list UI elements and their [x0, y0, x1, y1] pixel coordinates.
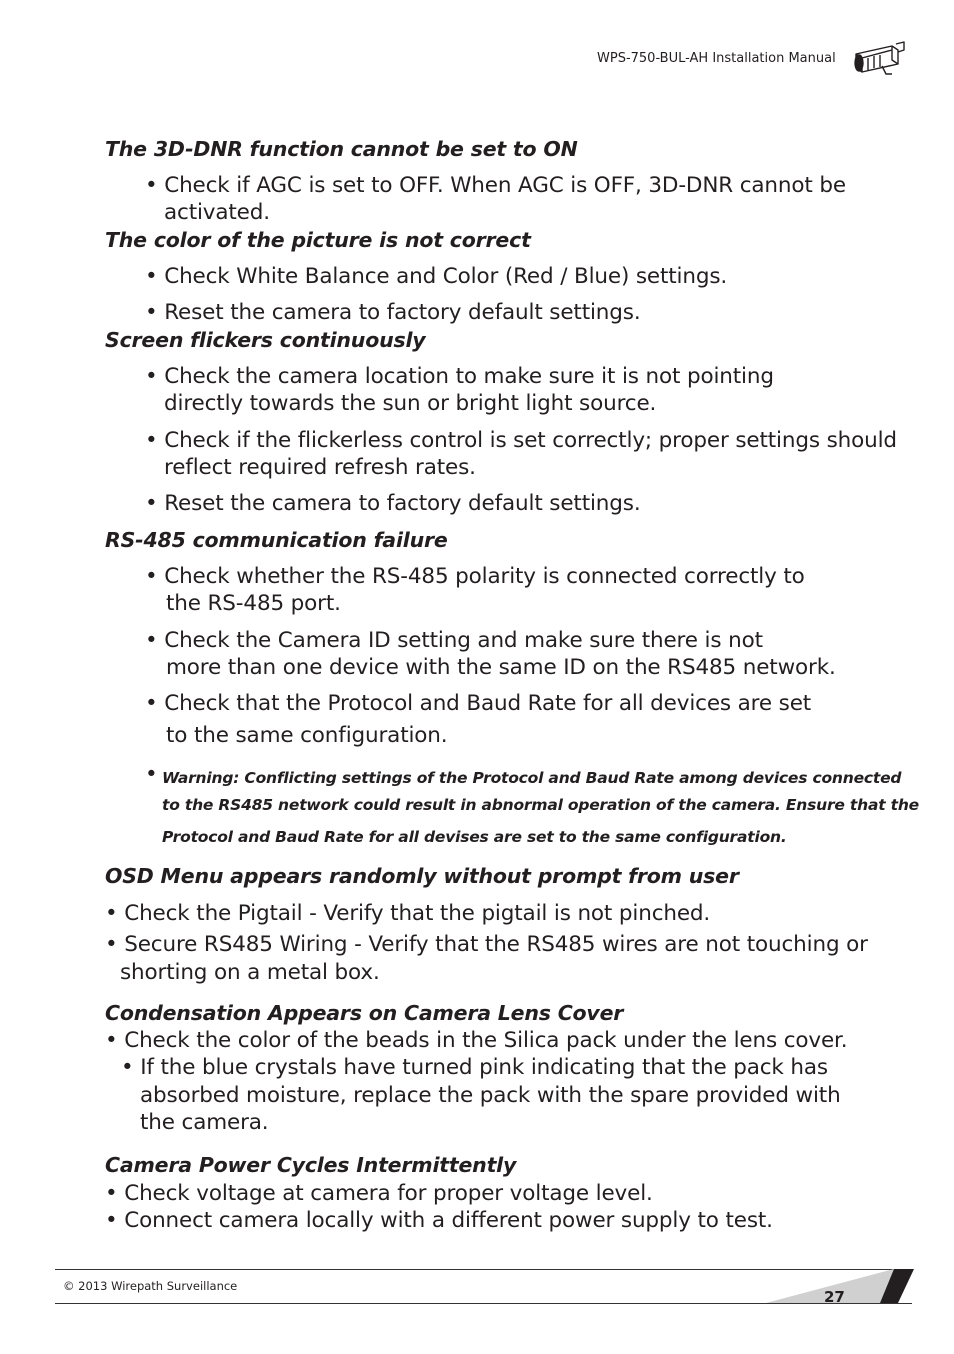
bullet-condensation-1: • Check the color of the beads in the Silica pack under the lens cover.: [105, 1028, 848, 1053]
warning-bullet: •: [145, 762, 158, 787]
bullet-osd-2-line1: • Secure RS485 Wiring - Verify that the RS485 wires are not touching or: [105, 932, 868, 957]
section-heading-osd: OSD Menu appears randomly without prompt from user: [105, 864, 739, 888]
camera-icon: [852, 40, 908, 80]
page-number: 27: [824, 1288, 845, 1306]
bullet-color-1: • Check White Balance and Color (Red / Blue) settings.: [145, 264, 728, 289]
bullet-dnr-1-line2: activated.: [164, 200, 270, 225]
section-heading-flicker: Screen flickers continuously: [105, 328, 426, 352]
section-heading-color: The color of the picture is not correct: [105, 228, 531, 252]
section-heading-power: Camera Power Cycles Intermittently: [105, 1153, 517, 1177]
bullet-flicker-3: • Reset the camera to factory default settings.: [145, 491, 641, 516]
bullet-condensation-2-line3: the camera.: [140, 1110, 269, 1135]
bullet-flicker-2-line1: • Check if the flickerless control is set correctly; proper settings should: [145, 428, 897, 453]
bullet-rs485-2-line1: • Check the Camera ID setting and make sure there is not: [145, 628, 763, 653]
bullet-dnr-1-line1: • Check if AGC is set to OFF. When AGC is OFF, 3D-DNR cannot be: [145, 173, 846, 198]
bullet-rs485-3-line2: to the same configuration.: [166, 723, 448, 748]
bullet-condensation-2-line1: • If the blue crystals have turned pink indicating that the pack has: [121, 1055, 828, 1080]
bullet-rs485-1-line2: the RS-485 port.: [166, 591, 341, 616]
bullet-osd-2-line2: shorting on a metal box.: [120, 960, 380, 985]
warning-line1: Warning: Conflicting settings of the Protocol and Baud Rate among devices connected: [162, 769, 902, 787]
warning-line2: to the RS485 network could result in abnormal operation of the camera. Ensure that the: [162, 796, 919, 814]
bullet-rs485-1-line1: • Check whether the RS-485 polarity is connected correctly to: [145, 564, 805, 589]
footer-copyright: © 2013 Wirepath Surveillance: [63, 1279, 238, 1293]
bullet-flicker-1-line1: • Check the camera location to make sure it is not pointing: [145, 364, 774, 389]
section-heading-dnr: The 3D-DNR function cannot be set to ON: [105, 137, 578, 161]
warning-line3: Protocol and Baud Rate for all devises are set to the same configuration.: [162, 828, 787, 846]
bullet-power-1: • Check voltage at camera for proper voltage level.: [105, 1181, 653, 1206]
bullet-flicker-1-line2: directly towards the sun or bright light source.: [164, 391, 657, 416]
section-heading-condensation: Condensation Appears on Camera Lens Cover: [105, 1001, 624, 1025]
section-heading-rs485: RS-485 communication failure: [105, 528, 448, 552]
bullet-rs485-3-line1: • Check that the Protocol and Baud Rate for all devices are set: [145, 691, 812, 716]
bullet-osd-1: • Check the Pigtail - Verify that the pigtail is not pinched.: [105, 901, 711, 926]
bullet-color-2: • Reset the camera to factory default settings.: [145, 300, 641, 325]
bullet-power-2: • Connect camera locally with a different power supply to test.: [105, 1208, 773, 1233]
footer-bottom-rule: [55, 1303, 912, 1304]
bullet-condensation-2-line2: absorbed moisture, replace the pack with the spare provided with: [140, 1083, 841, 1108]
bullet-rs485-2-line2: more than one device with the same ID on the RS485 network.: [166, 655, 836, 680]
bullet-flicker-2-line2: reflect required refresh rates.: [164, 455, 476, 480]
header-title: WPS-750-BUL-AH Installation Manual: [597, 51, 836, 66]
